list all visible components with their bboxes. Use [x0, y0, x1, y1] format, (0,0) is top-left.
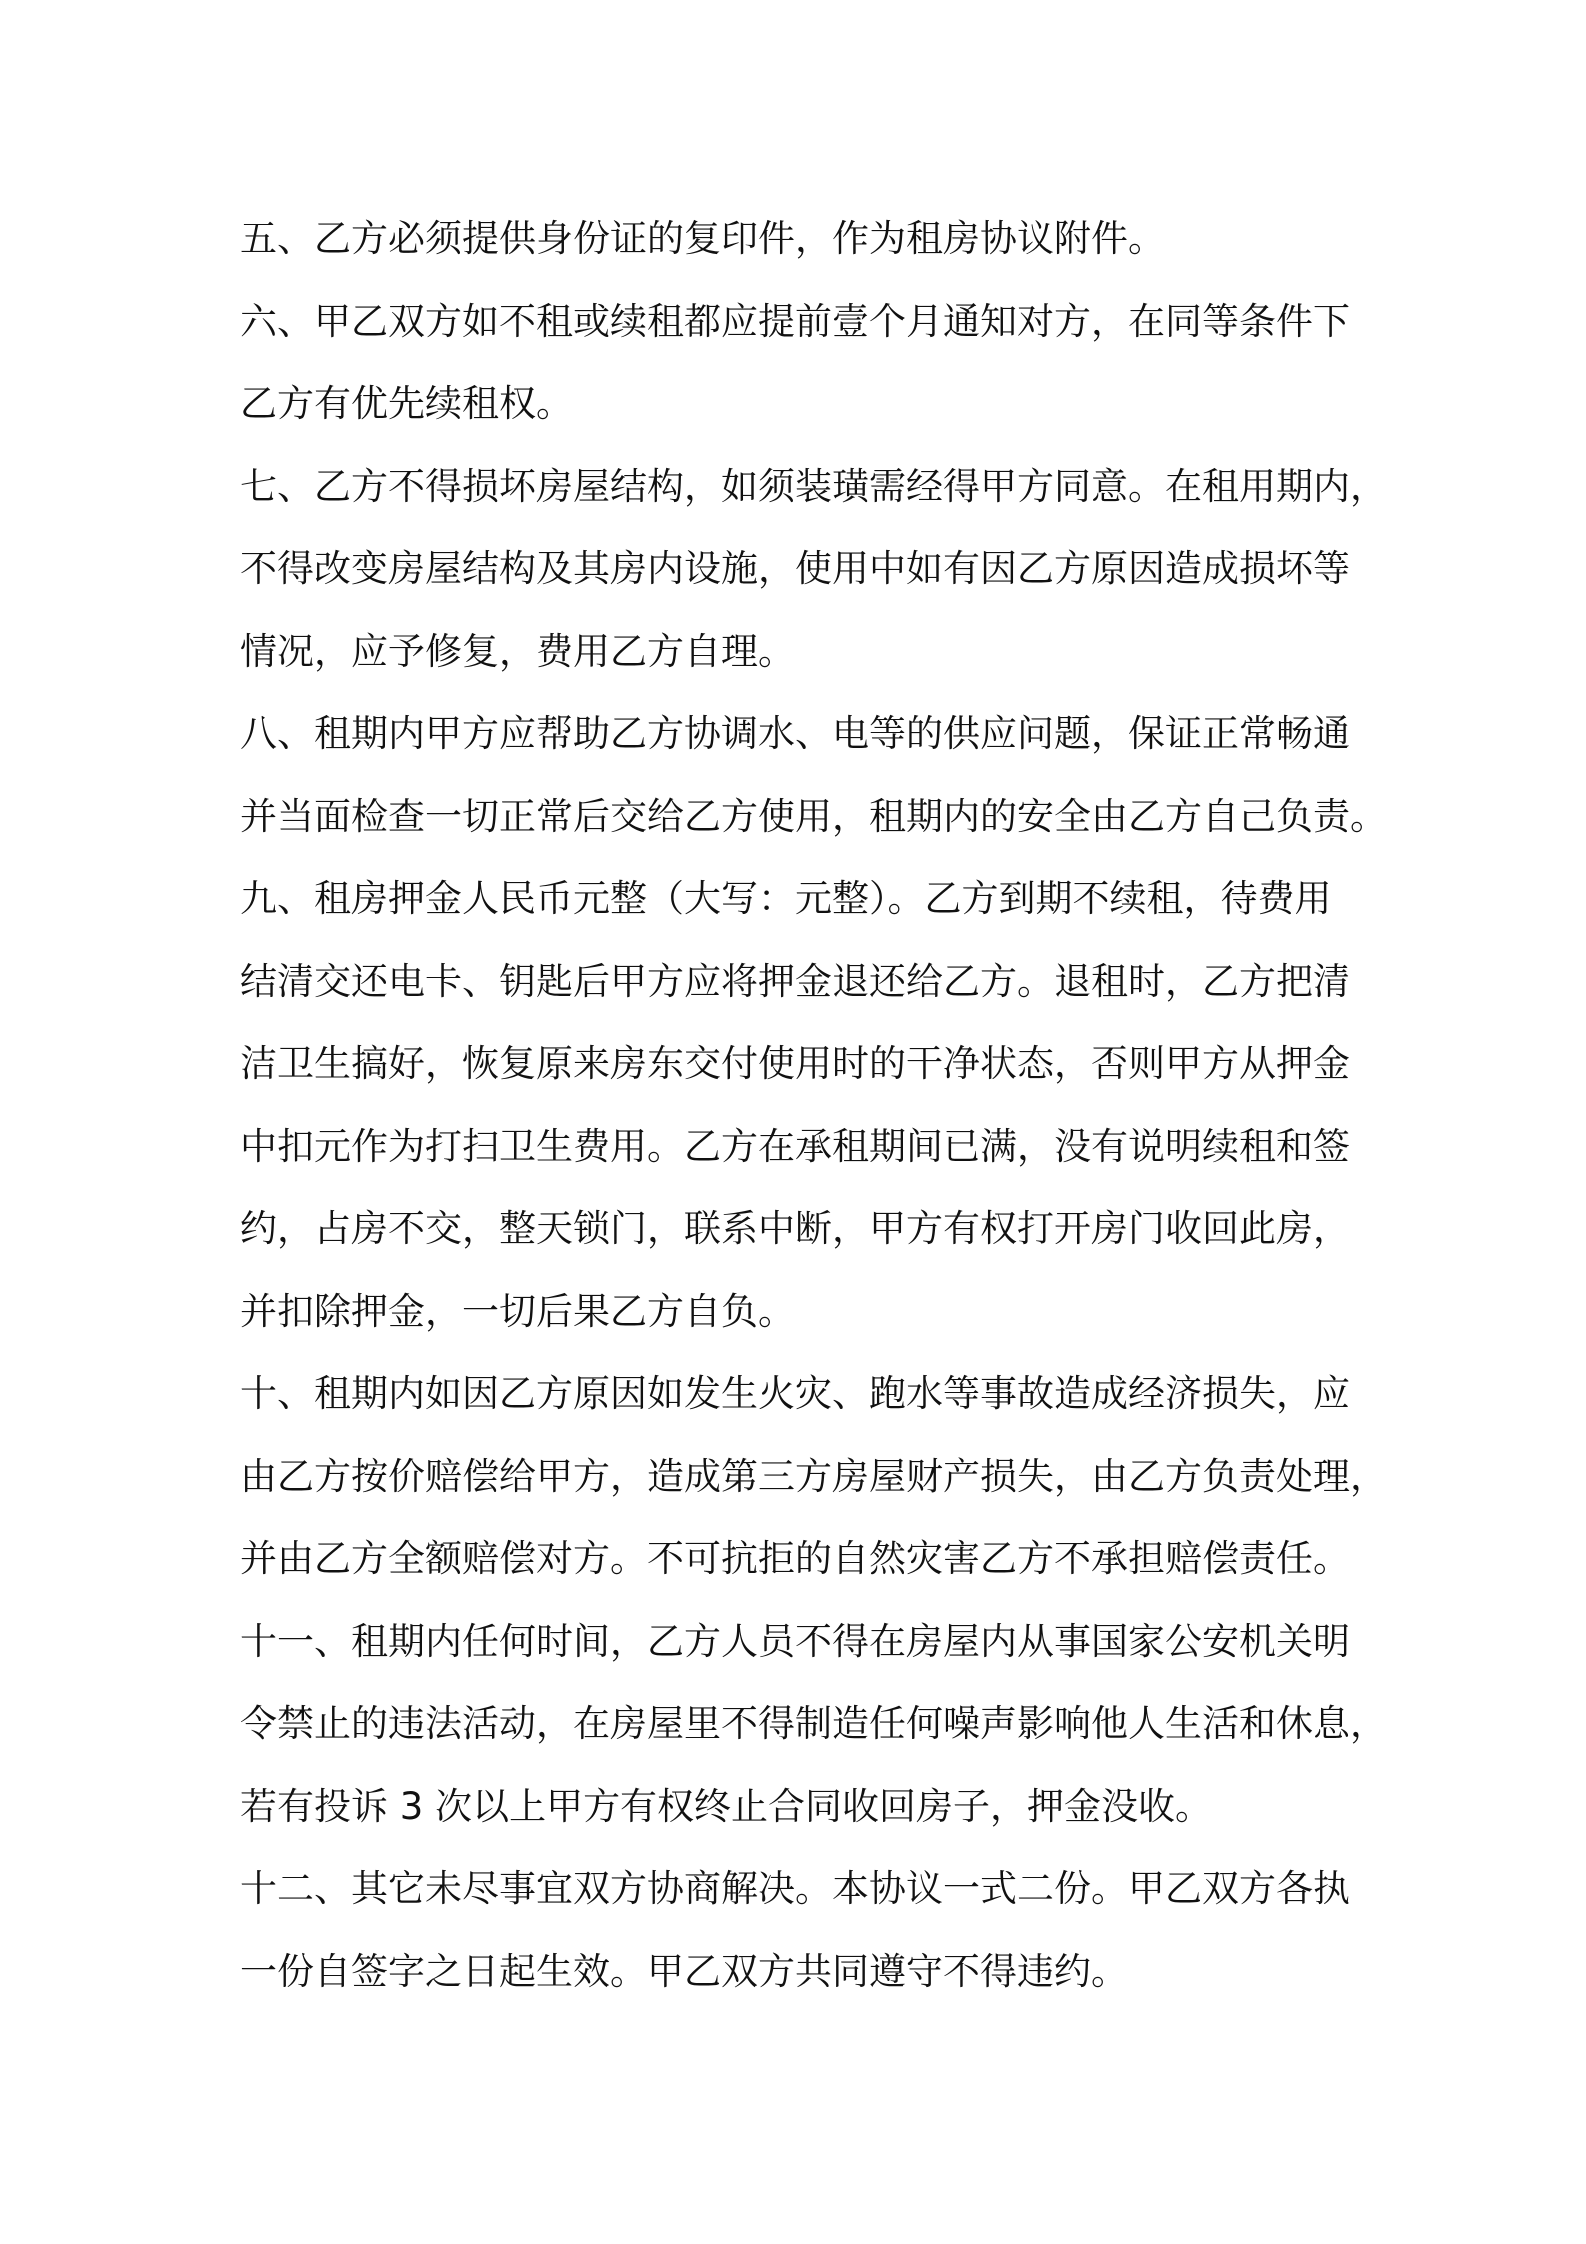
text-line: 并当面检查一切正常后交给乙方使用，租期内的安全由乙方自己负责。	[240, 794, 1387, 838]
text-line: 五、乙方必须提供身份证的复印件，作为租房协议附件。	[240, 217, 1165, 260]
text-line: 令禁止的违法活动，在房屋里不得制造任何噪声影响他人生活和休息，	[240, 1702, 1387, 1745]
text-line: 并扣除押金，一切后果乙方自负。	[240, 1289, 795, 1333]
text-line: 六、甲乙双方如不租或续租都应提前壹个月通知对方，在同等条件下	[240, 299, 1350, 343]
contract-clauses	[240, 198, 1387, 2013]
text-line: 一份自签字之日起生效。甲乙双方共同遵守不得违约。	[240, 1949, 1128, 1993]
text-line: 九、租房押金人民币元整（大写：元整）。乙方到期不续租，待费用	[240, 877, 1332, 920]
text-line: 情况，应予修复，费用乙方自理。	[240, 629, 795, 673]
text-line: 洁卫生搞好，恢复原来房东交付使用时的干净状态，否则甲方从押金	[240, 1042, 1350, 1085]
text-line: 中扣元作为打扫卫生费用。乙方在承租期间已满，没有说明续租和签	[240, 1124, 1350, 1168]
text-line: 七、乙方不得损坏房屋结构，如须装璜需经得甲方同意。在租用期内，	[240, 464, 1387, 508]
text-line: 结清交还电卡、钥匙后甲方应将押金退还给乙方。退租时，乙方把清	[240, 959, 1350, 1003]
text-line: 约，占房不交，整天锁门，联系中断，甲方有权打开房门收回此房，	[240, 1207, 1350, 1250]
text-line: 十二、其它未尽事宜双方协商解决。本协议一式二份。甲乙双方各执	[240, 1867, 1350, 1910]
text-line: 八、租期内甲方应帮助乙方协调水、电等的供应问题，保证正常畅通	[240, 712, 1350, 755]
text-line: 乙方有优先续租权。	[240, 382, 573, 425]
text-line: 十一、租期内任何时间，乙方人员不得在房屋内从事国家公安机关明	[240, 1619, 1350, 1663]
text-line: 若有投诉 3 次以上甲方有权终止合同收回房子，押金没收。	[240, 1784, 1213, 1828]
text-line: 不得改变房屋结构及其房内设施，使用中如有因乙方原因造成损坏等	[240, 547, 1350, 590]
text-line: 并由乙方全额赔偿对方。不可抗拒的自然灾害乙方不承担赔偿责任。	[240, 1537, 1350, 1580]
text-line: 由乙方按价赔偿给甲方，造成第三方房屋财产损失，由乙方负责处理，	[240, 1454, 1387, 1498]
text-line: 十、租期内如因乙方原因如发生火灾、跑水等事故造成经济损失，应	[240, 1372, 1350, 1415]
